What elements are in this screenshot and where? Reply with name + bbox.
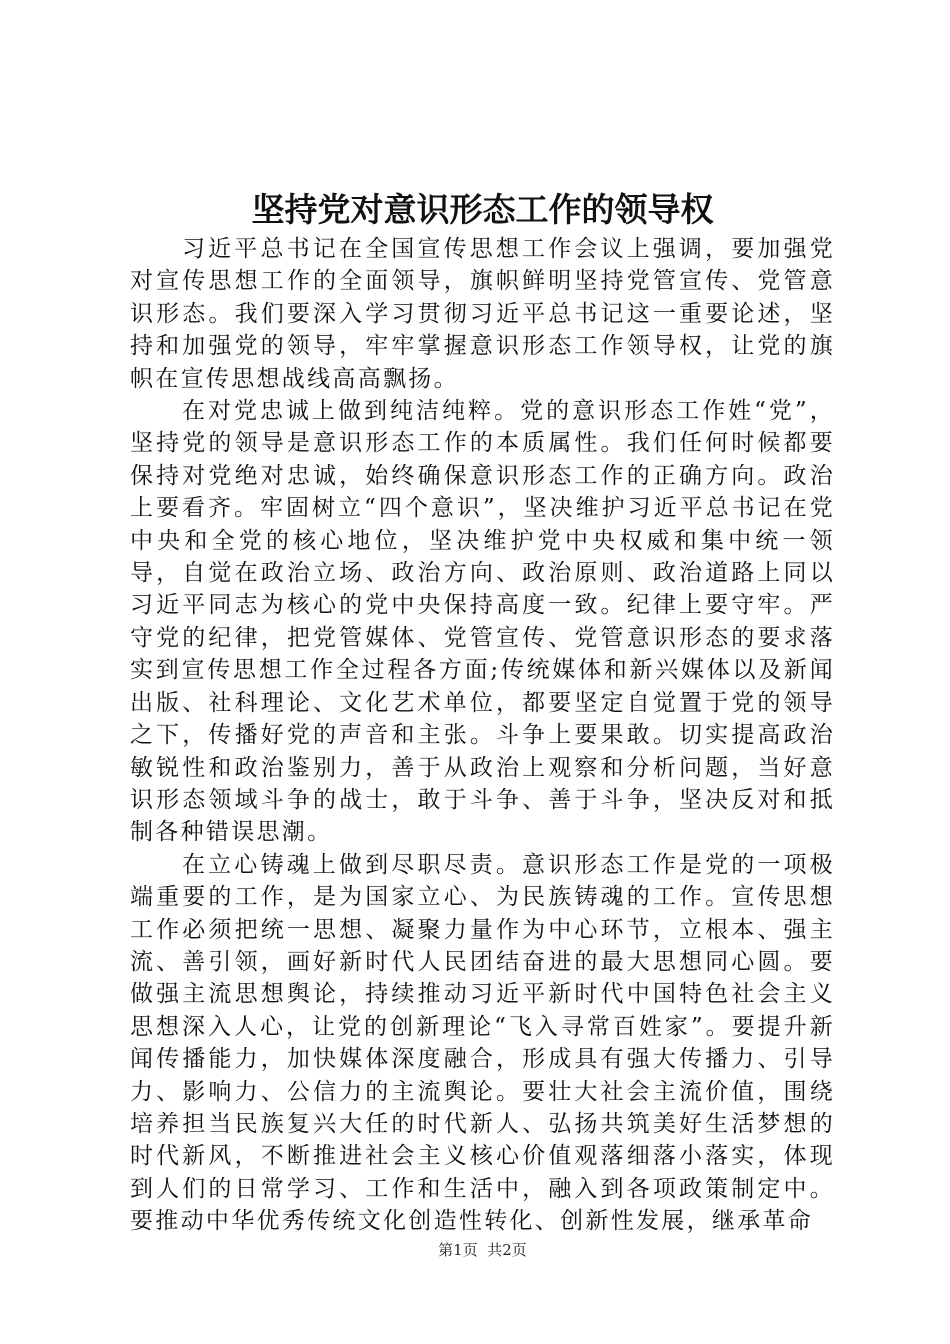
page-number: 第1页	[438, 1241, 478, 1259]
footer-spacer	[478, 1241, 488, 1259]
document-title: 坚持党对意识形态工作的领导权	[251, 190, 714, 229]
page-footer	[130, 1240, 835, 1260]
document-body	[130, 233, 835, 1238]
paragraph-mission: 在立心铸魂上做到尽职尽责。意识形态工作是党的一项极端重要的工作，是为国家立心、为民族铸魂的工作。宣传思想工作必须把统一思想、凝聚力量作为中心环节，立根本、强主流、善引领，画好新时代人民团结奋进的最大思想同心圆。要做强主流思想舆论，持续推动习近平新时代中国特色社会主义思想深入人心，让党的创新理论“飞入寻常百姓家”。要提升新闻传播能力，加快媒体深度融合，形成具有强大传播力、引导力、影响力、公信力的主流舆论。要壮大社会主流价值，围绕培养担当民族复兴大任的时代新人、弘扬共筑美好生活梦想的时代新风，不断推进社会主义核心价值观落细落小落实，体现到人们的日常学习、工作和生活中，融入到各项政策制定中。要推动中华优秀传统文化创造性转化、创新性发展，继承革命	[130, 851, 835, 1235]
page-total: 共2页	[487, 1241, 527, 1259]
paragraph-loyalty: 在对党忠诚上做到纯洁纯粹。党的意识形态工作姓“党”，坚持党的领导是意识形态工作的本质属性。我们任何时候都要保持对党绝对忠诚，始终确保意识形态工作的正确方向。政治上要看齐。牢固树立“四个意识”，坚决维护习近平总书记在党中央和全党的核心地位，坚决维护党中央权威和集中统一领导，自觉在政治立场、政治方向、政治原则、政治道路上同以习近平同志为核心的党中央保持高度一致。纪律上要守牢。严守党的纪律，把党管媒体、党管宣传、党管意识形态的要求落实到宣传思想工作全过程各方面;传统媒体和新兴媒体以及新闻出版、社科理论、文化艺术单位，都要坚定自觉置于党的领导之下，传播好党的声音和主张。斗争上要果敢。切实提高政治敏锐性和政治鉴别力，善于从政治上观察和分析问题，当好意识形态领域斗争的战士，敢于斗争、善于斗争，坚决反对和抵制各种错误思潮。	[130, 398, 835, 846]
paragraph-intro: 习近平总书记在全国宣传思想工作会议上强调，要加强党对宣传思想工作的全面领导，旗帜鲜明坚持党管宣传、党管意识形态。我们要深入学习贯彻习近平总书记这一重要论述，坚持和加强党的领导，牢牢掌握意识形态工作领导权，让党的旗帜在宣传思想战线高高飘扬。	[130, 236, 835, 392]
